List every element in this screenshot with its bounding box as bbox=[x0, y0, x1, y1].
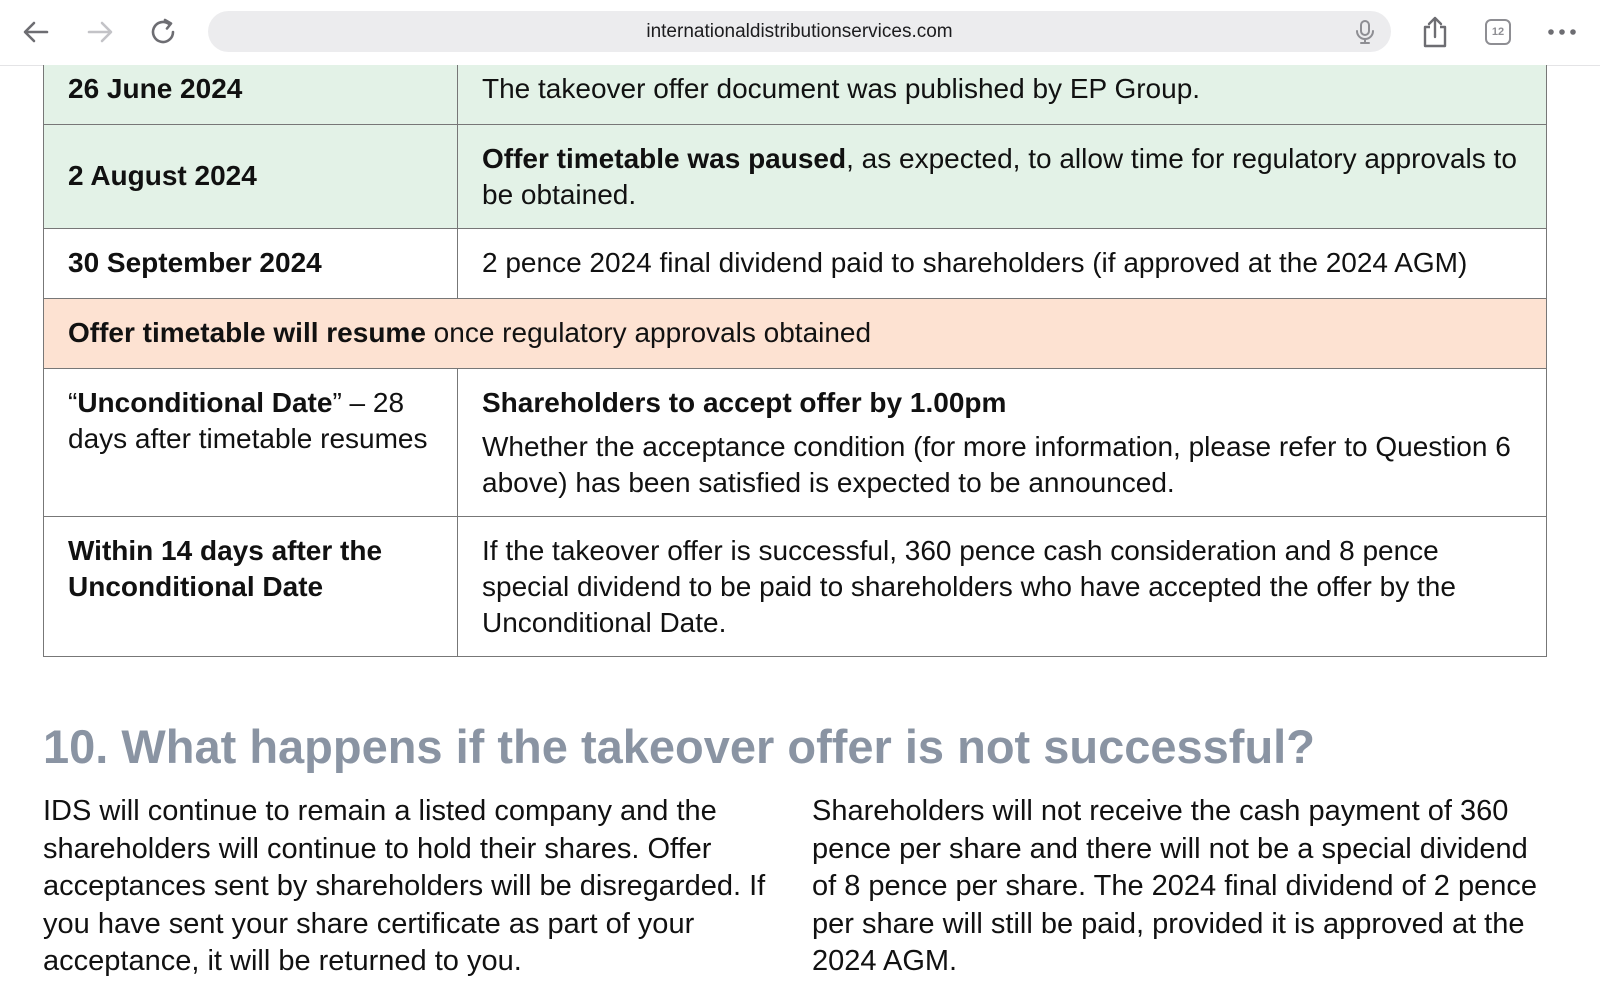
date-cell bbox=[44, 228, 458, 298]
notice-text: once regulatory approvals obtained bbox=[425, 317, 872, 348]
tabs-button[interactable] bbox=[1476, 10, 1520, 54]
event-text-bold: Offer timetable was paused bbox=[482, 142, 847, 174]
event-cell bbox=[458, 65, 1547, 124]
ellipsis-icon bbox=[1547, 27, 1577, 37]
timeline-table bbox=[43, 65, 1547, 657]
share-button[interactable] bbox=[1413, 10, 1457, 54]
event-cell bbox=[458, 124, 1547, 228]
table-row bbox=[44, 298, 1547, 368]
date-label: 26 June 2024 bbox=[68, 73, 243, 104]
section-right-paragraph: Shareholders will not receive the cash payment of 360 pence per share and there will not be a special dividend of 8 pence per share. The 2024 final dividend of 2 pence per share will still be paid, provided it is approved at the 2024 AGM. bbox=[812, 795, 1537, 977]
event-cell bbox=[458, 228, 1547, 298]
reload-button[interactable] bbox=[142, 10, 186, 54]
tab-count-badge: 12 bbox=[1485, 19, 1511, 45]
table-row bbox=[44, 516, 1547, 656]
back-button[interactable] bbox=[14, 10, 58, 54]
event-text: 2 pence 2024 final dividend paid to shareholders (if approved at the 2024 AGM) bbox=[482, 247, 1468, 278]
date-label: 2 August 2024 bbox=[68, 160, 257, 191]
address-bar[interactable] bbox=[208, 11, 1391, 52]
url-text: internationaldistributionservices.com bbox=[646, 20, 953, 42]
notice-text-bold: Offer timetable will resume bbox=[68, 317, 426, 348]
table-row bbox=[44, 228, 1547, 298]
voice-search-button[interactable] bbox=[1343, 11, 1387, 52]
back-arrow-icon bbox=[21, 17, 51, 47]
date-label: 30 September 2024 bbox=[68, 247, 322, 278]
date-cell bbox=[44, 65, 458, 124]
event-cell bbox=[458, 368, 1547, 516]
reload-icon bbox=[148, 16, 180, 48]
event-text: If the takeover offer is successful, 360 pence cash consideration and 8 pence special dividend to be paid to shareholders who have accepted the offer by the Unconditional Date. bbox=[482, 534, 1456, 638]
event-text: Whether the acceptance condition (for more information, please refer to Question 6 above) has been satisfied is expected to be announced. bbox=[482, 430, 1511, 498]
browser-toolbar bbox=[0, 0, 1600, 66]
section-heading: 10. What happens if the takeover offer is not successful? bbox=[43, 720, 1315, 773]
date-label: Within 14 days after the Unconditional Date bbox=[68, 534, 383, 602]
date-open-quote: “ bbox=[68, 386, 78, 418]
more-options-button[interactable] bbox=[1540, 10, 1584, 54]
date-cell bbox=[44, 124, 458, 228]
date-label-bold: Unconditional Date bbox=[77, 386, 333, 418]
microphone-icon bbox=[1354, 19, 1376, 45]
share-icon bbox=[1420, 15, 1450, 49]
date-cell bbox=[44, 516, 458, 656]
date-cell bbox=[44, 368, 458, 516]
table-row bbox=[44, 368, 1547, 516]
section-left-paragraph: IDS will continue to remain a listed company and the shareholders will continue to hold their shares. Offer acceptances sent by shareholders will be disregarded. If you have sent your share certificate as part of your acceptance, it will be returned to you. bbox=[43, 795, 766, 977]
table-row bbox=[44, 124, 1547, 228]
event-text: , as expected, to allow time for regulatory approvals to be obtained. bbox=[482, 142, 1517, 210]
forward-arrow-icon bbox=[85, 17, 115, 47]
page-content bbox=[0, 65, 1600, 999]
event-text: The takeover offer document was published by EP Group. bbox=[482, 73, 1201, 104]
forward-button[interactable] bbox=[78, 10, 122, 54]
event-cell bbox=[458, 516, 1547, 656]
date-label: ” – 28 days after timetable resumes bbox=[68, 386, 428, 454]
event-title: Shareholders to accept offer by 1.00pm bbox=[482, 386, 1007, 418]
table-row bbox=[44, 65, 1547, 124]
notice-cell bbox=[44, 298, 1547, 368]
